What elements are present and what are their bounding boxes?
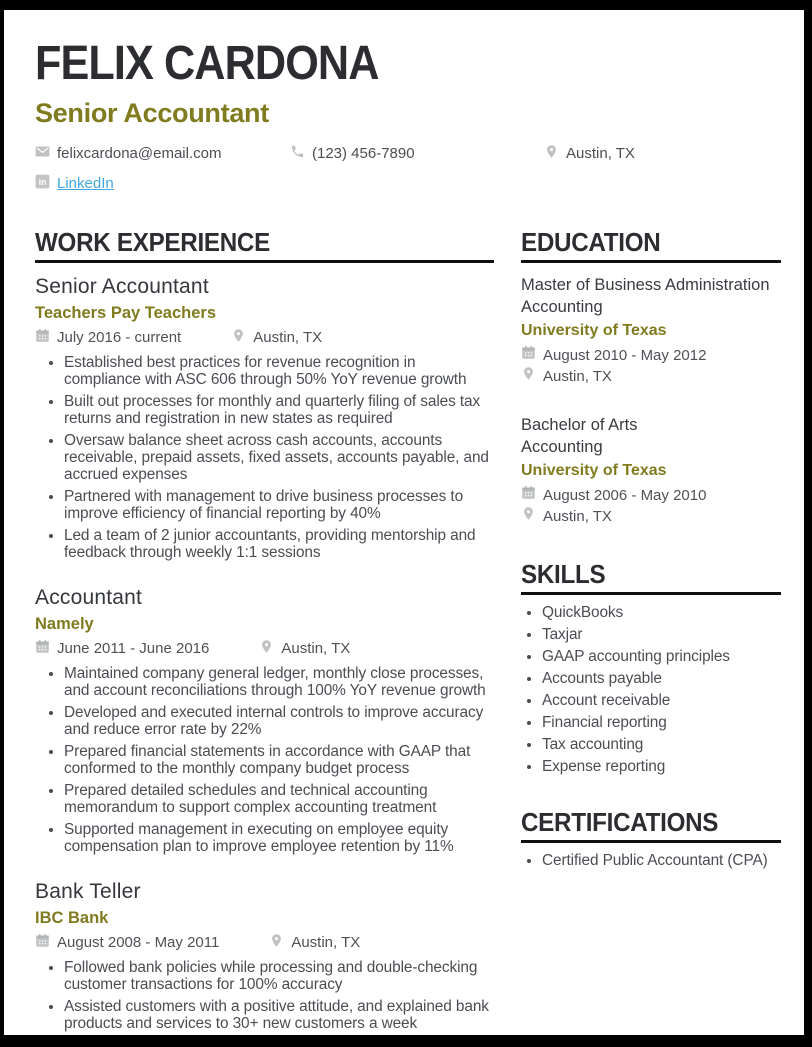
- skill-item: • GAAP accounting principles: [542, 648, 781, 666]
- map-pin-icon: [544, 144, 559, 163]
- school-name: University of Texas: [521, 321, 667, 339]
- calendar-icon: [521, 485, 536, 506]
- email-text: felixcardona@email.com: [57, 144, 222, 162]
- calendar-icon: [521, 345, 536, 366]
- main-content: [35, 226, 804, 1037]
- job-dates: July 2016 - current: [35, 328, 181, 347]
- job-bullet-list: [35, 665, 494, 855]
- company-name: Teachers Pay Teachers: [35, 303, 217, 322]
- job-meta: [35, 328, 494, 347]
- job-entry: [35, 586, 494, 855]
- map-pin-icon: [521, 506, 536, 527]
- skill-item: • Taxjar: [542, 626, 781, 644]
- job-bullet: • Oversaw balance sheet across cash accounts, accounts receivable, prepaid assets, fixed assets, accounts payable, and accrued expenses: [64, 432, 494, 483]
- job-dates: August 2008 - May 2011: [35, 933, 219, 952]
- linkedin-link[interactable]: LinkedIn: [57, 174, 114, 192]
- map-pin-icon: [521, 366, 536, 387]
- job-bullet-list: [35, 959, 494, 1032]
- work-experience-section: [35, 226, 494, 1032]
- skills-heading: SKILLS: [521, 561, 781, 595]
- job-bullet: • Prepared financial statements in accordance with GAAP that conformed to the monthly company budget process: [64, 743, 494, 777]
- job-bullet: • Followed bank policies while processing and double-checking customer transactions for 100% accuracy: [64, 959, 494, 993]
- education-location: Austin, TX: [521, 506, 781, 527]
- school-name: University of Texas: [521, 461, 667, 479]
- sidebar-column: [521, 226, 781, 1037]
- skills-list: [521, 604, 781, 776]
- degree: Master of Business Administration: [521, 275, 770, 294]
- calendar-icon: [35, 328, 50, 347]
- education-entry: [521, 414, 781, 527]
- job-title: Senior Accountant: [35, 274, 209, 298]
- job-bullet: • Partnered with management to drive business processes to improve efficiency of financial reporting by 40%: [64, 488, 494, 522]
- work-experience-heading: WORK EXPERIENCE: [35, 229, 494, 263]
- job-bullet: • Assisted customers with a positive attitude, and explained bank products and services to 30+ new customers a week: [64, 998, 494, 1032]
- job-bullet-list: [35, 354, 494, 561]
- job-title: Bank Teller: [35, 879, 141, 903]
- job-meta: [35, 933, 494, 952]
- job-bullet: • Prepared detailed schedules and technical accounting memorandum to support complex accounting treatment: [64, 782, 494, 816]
- certification-item: • Certified Public Accountant (CPA): [542, 852, 781, 870]
- job-entry: [35, 275, 494, 561]
- field-of-study: Accounting: [521, 297, 603, 316]
- certifications-list: [521, 852, 781, 870]
- job-location: Austin, TX: [231, 328, 322, 347]
- calendar-icon: [35, 639, 50, 658]
- phone-text: (123) 456-7890: [312, 144, 415, 162]
- contact-email: [35, 144, 290, 163]
- map-pin-icon: [259, 639, 274, 658]
- job-bullet: • Supported management in executing on employee equity compensation plan to improve employee retention by 11%: [64, 821, 494, 855]
- skill-item: • Financial reporting: [542, 714, 781, 732]
- work-experience-column: [35, 226, 494, 1037]
- calendar-icon: [35, 933, 50, 952]
- header: [35, 37, 804, 193]
- skill-item: • Accounts payable: [542, 670, 781, 688]
- phone-icon: [290, 144, 305, 163]
- field-of-study: Accounting: [521, 437, 603, 456]
- map-pin-icon: [269, 933, 284, 952]
- job-bullet: • Established best practices for revenue recognition in compliance with ASC 606 through 50% YoY revenue growth: [64, 354, 494, 388]
- person-name: FELIX CARDONA: [35, 37, 379, 90]
- job-entry: [35, 880, 494, 1032]
- person-job-title: Senior Accountant: [35, 97, 269, 128]
- job-bullet: • Built out processes for monthly and quarterly filing of sales tax returns and registration in new states as required: [64, 393, 494, 427]
- job-bullet: • Maintained company general ledger, monthly close processes, and account reconciliations through 100% YoY revenue growth: [64, 665, 494, 699]
- skill-item: • Tax accounting: [542, 736, 781, 754]
- job-title: Accountant: [35, 585, 143, 609]
- contact-location: [544, 144, 804, 163]
- contact-bar: [35, 144, 804, 193]
- job-dates: June 2011 - June 2016: [35, 639, 209, 658]
- contact-linkedin: [35, 174, 290, 193]
- location-text: Austin, TX: [566, 144, 635, 162]
- job-location: Austin, TX: [259, 639, 350, 658]
- education-location: Austin, TX: [521, 366, 781, 387]
- skill-item: • Account receivable: [542, 692, 781, 710]
- envelope-icon: [35, 144, 50, 163]
- map-pin-icon: [231, 328, 246, 347]
- contact-phone: [290, 144, 544, 163]
- certifications-heading: CERTIFICATIONS: [521, 809, 781, 843]
- company-name: Namely: [35, 614, 94, 633]
- skill-item: • QuickBooks: [542, 604, 781, 622]
- education-entry: [521, 274, 781, 387]
- job-bullet: • Developed and executed internal controls to improve accuracy and reduce error rate by 22%: [64, 704, 494, 738]
- degree: Bachelor of Arts: [521, 415, 638, 434]
- education-heading: EDUCATION: [521, 229, 781, 263]
- education-section: [521, 226, 781, 527]
- job-meta: [35, 639, 494, 658]
- certifications-section: [521, 809, 781, 870]
- education-dates: August 2006 - May 2010: [521, 485, 781, 506]
- skills-section: [521, 558, 781, 776]
- job-location: Austin, TX: [269, 933, 360, 952]
- skill-item: • Expense reporting: [542, 758, 781, 776]
- job-bullet: • Led a team of 2 junior accountants, providing mentorship and feedback through weekly 1:1 sessions: [64, 527, 494, 561]
- linkedin-icon: [35, 174, 50, 193]
- resume-document: [4, 10, 804, 1037]
- education-dates: August 2010 - May 2012: [521, 345, 781, 366]
- company-name: IBC Bank: [35, 908, 109, 927]
